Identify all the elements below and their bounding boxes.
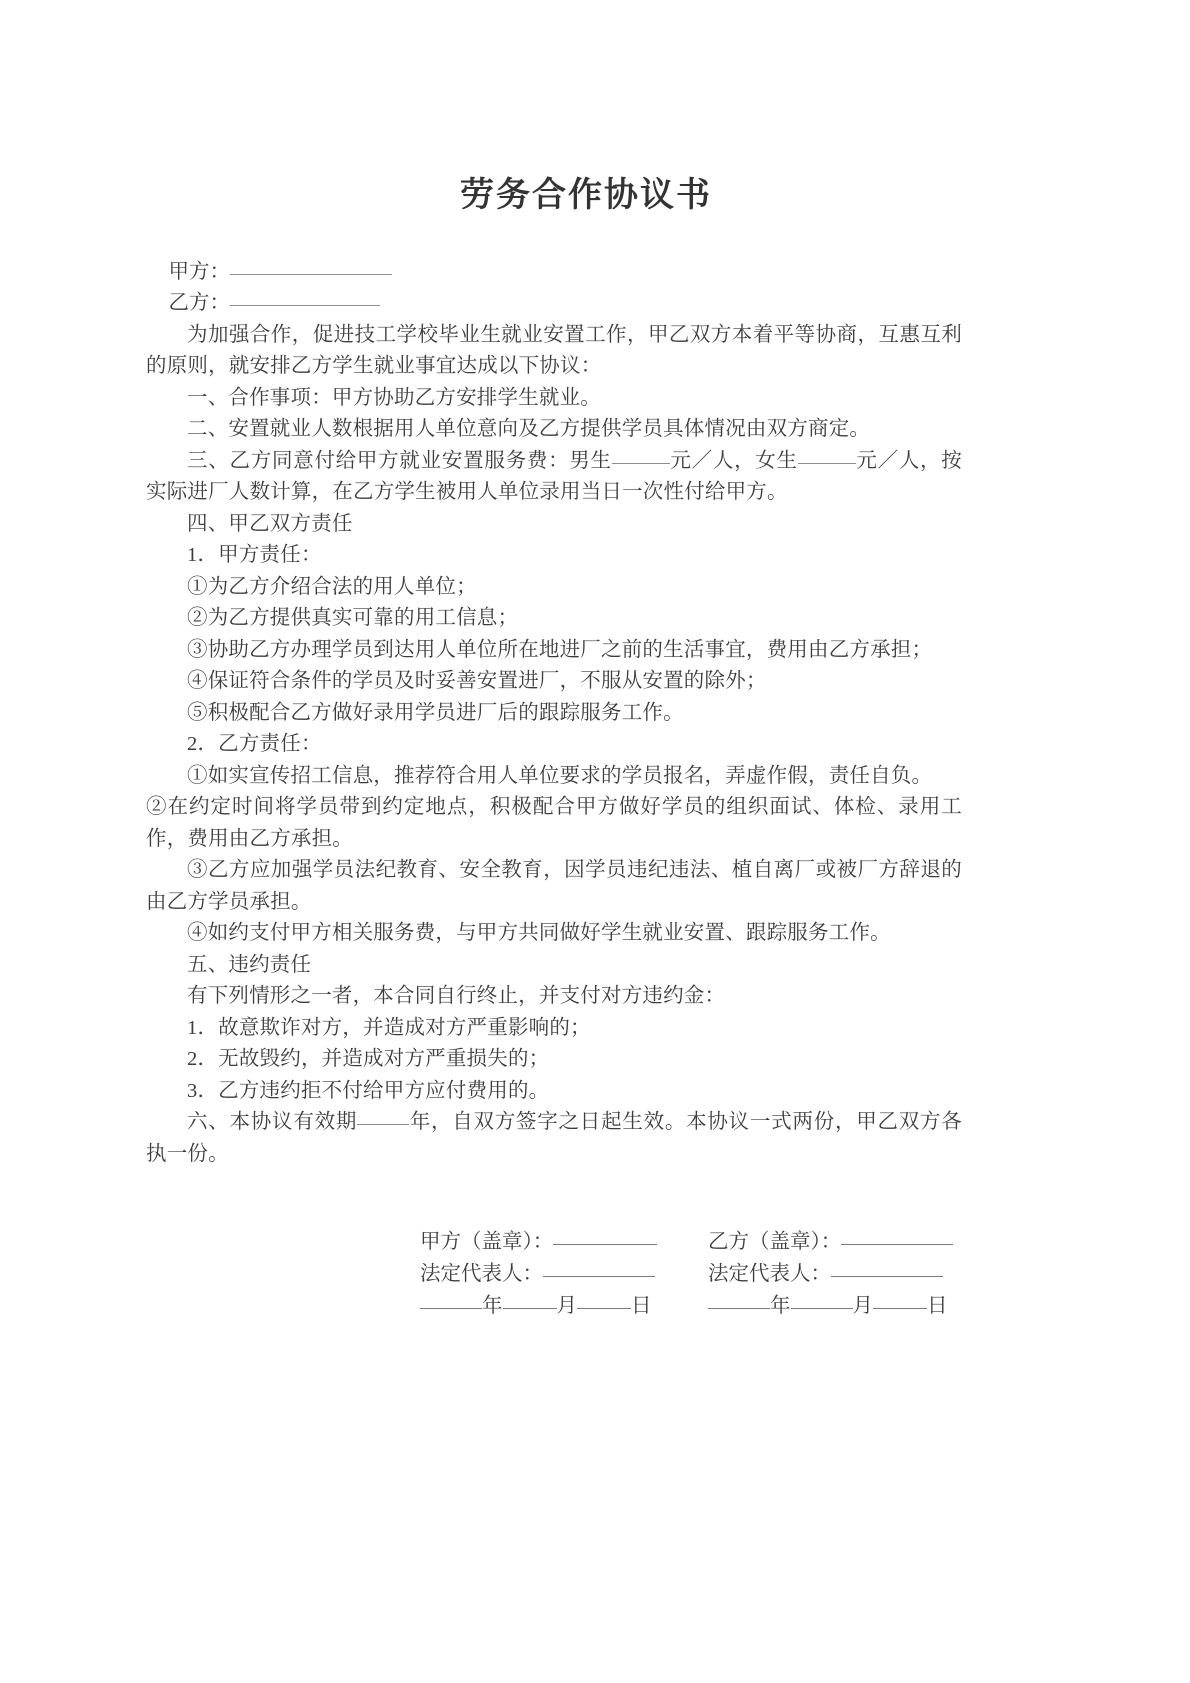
section-six-tail: 各执一份。 (146, 1111, 962, 1165)
female-fee-blank[interactable] (798, 463, 856, 464)
breach-item: 1．故意欺诈对方，并造成对方严重影响的； (187, 1016, 591, 1039)
party-a-year-label: 年 (482, 1295, 503, 1318)
party-b-duty-item: ③乙方应加强学员法纪教育、安全教育，因学员违纪违法、植自离厂或被厂方辞退的由乙方学员承担。 (146, 859, 962, 913)
party-b-duty-item: ①如实宣传招工信息，推荐符合用人单位要求的学员报名，弄虚作假，责任自负。 (187, 764, 933, 787)
party-a-legal-rep-blank[interactable] (543, 1276, 655, 1277)
party-a-legal-rep-label: 法定代表人： (420, 1263, 543, 1286)
signature-seal-row (420, 1226, 1040, 1258)
party-b-line (146, 288, 962, 320)
document-body (146, 257, 962, 1171)
signature-date-row (420, 1290, 1040, 1322)
breach-item: 2．无故毁约，并造成对方严重损失的； (187, 1048, 550, 1071)
party-a-month-label: 月 (556, 1295, 577, 1318)
validity-years-blank[interactable] (357, 1124, 409, 1125)
preamble-paragraph: 为加强合作，促进技工学校毕业生就业安置工作，甲乙双方本着平等协商，互惠互利的原则，就安排乙方学生就业事宜达成以下协议： (146, 323, 962, 378)
party-b-duty-item: ④如约支付甲方相关服务费，与甲方共同做好学生就业安置、跟踪服务工作。 (187, 922, 891, 945)
party-b-date-cell (708, 1290, 1008, 1322)
party-a-duty-item: ④保证符合条件的学员及时妥善安置进厂，不服从安置的除外； (187, 670, 767, 693)
section-four-heading: 四、甲乙双方责任 (187, 512, 353, 535)
party-b-seal-label: 乙方（盖章）： (708, 1231, 842, 1254)
clause-three-mid2: 元／人， (855, 449, 942, 472)
section-six-paragraph (146, 1107, 962, 1170)
party-a-seal-blank[interactable] (553, 1244, 657, 1245)
party-a-duty-item: ⑤积极配合乙方做好录用学员进厂后的跟踪服务工作。 (187, 701, 684, 724)
party-b-year-blank[interactable] (708, 1308, 770, 1309)
male-fee-blank[interactable] (612, 463, 670, 464)
party-a-line (146, 257, 962, 289)
page-title: 劳务合作协议书 (460, 177, 712, 214)
party-b-seal-cell (708, 1226, 1008, 1258)
section-five-heading: 五、违约责任 (187, 953, 312, 976)
party-b-duty-heading: 2．乙方责任： (187, 733, 322, 756)
party-b-legal-rep-blank[interactable] (831, 1276, 943, 1277)
party-a-seal-cell (420, 1226, 708, 1258)
party-a-duty-heading: 1．甲方责任： (187, 544, 322, 567)
section-five-intro: 有下列情形之一者，本合同自行终止，并支付对方违约金： (187, 985, 726, 1008)
clause-three-paragraph (146, 446, 962, 509)
party-a-duty-item: ②为乙方提供真实可靠的用工信息； (187, 607, 519, 630)
party-b-label: 乙方： (168, 292, 231, 315)
breach-item: 3．乙方违约拒不付给甲方应付费用的。 (187, 1079, 550, 1102)
party-b-legal-rep-cell (708, 1258, 1008, 1290)
party-a-blank[interactable] (230, 274, 392, 275)
section-six-mid: 年，自双方签字之日起生效。本协议一式两份，甲乙双方 (409, 1111, 942, 1134)
party-b-month-blank[interactable] (791, 1308, 853, 1309)
party-a-date-cell (420, 1290, 708, 1322)
party-a-day-blank[interactable] (577, 1308, 631, 1309)
clause-three-prefix: 三、乙方同意付给甲方就业安置服务费：男生 (187, 449, 612, 472)
signature-block (420, 1226, 1040, 1322)
party-a-year-blank[interactable] (420, 1308, 482, 1309)
party-a-day-label: 日 (631, 1295, 652, 1318)
party-b-day-label: 日 (927, 1295, 948, 1318)
signature-legal-rep-row (420, 1258, 1040, 1290)
section-six-prefix: 六、本协议有效期 (187, 1111, 358, 1134)
clause-item: 二、安置就业人数根据用人单位意向及乙方提供学员具体情况由双方商定。 (187, 418, 871, 441)
clause-three-mid1: 元／人，女生 (669, 449, 798, 472)
party-b-month-label: 月 (852, 1295, 873, 1318)
clause-three-tail: 按实际进厂人数计算，在乙方学生被用人单位录用当日一次性付给甲方。 (146, 449, 962, 504)
party-a-month-blank[interactable] (503, 1308, 557, 1309)
party-a-label: 甲方： (168, 260, 231, 283)
party-b-duty-item: ②在约定时间将学员带到约定地点，积极配合甲方做好学员的组织面试、体检、录用工作，费用由乙方承担。 (146, 796, 962, 850)
party-b-seal-blank[interactable] (841, 1244, 953, 1245)
party-b-blank[interactable] (230, 305, 380, 306)
party-b-day-blank[interactable] (873, 1308, 927, 1309)
party-b-year-label: 年 (770, 1295, 791, 1318)
party-a-duty-item: ①为乙方介绍合法的用人单位； (187, 575, 477, 598)
clause-item: 一、合作事项：甲方协助乙方安排学生就业。 (187, 386, 601, 409)
party-a-duty-item: ③协助乙方办理学员到达用人单位所在地进厂之前的生活事宜，费用由乙方承担； (187, 638, 933, 661)
party-a-seal-label: 甲方（盖章）： (420, 1231, 554, 1254)
party-b-legal-rep-label: 法定代表人： (708, 1263, 831, 1286)
party-a-legal-rep-cell (420, 1258, 708, 1290)
